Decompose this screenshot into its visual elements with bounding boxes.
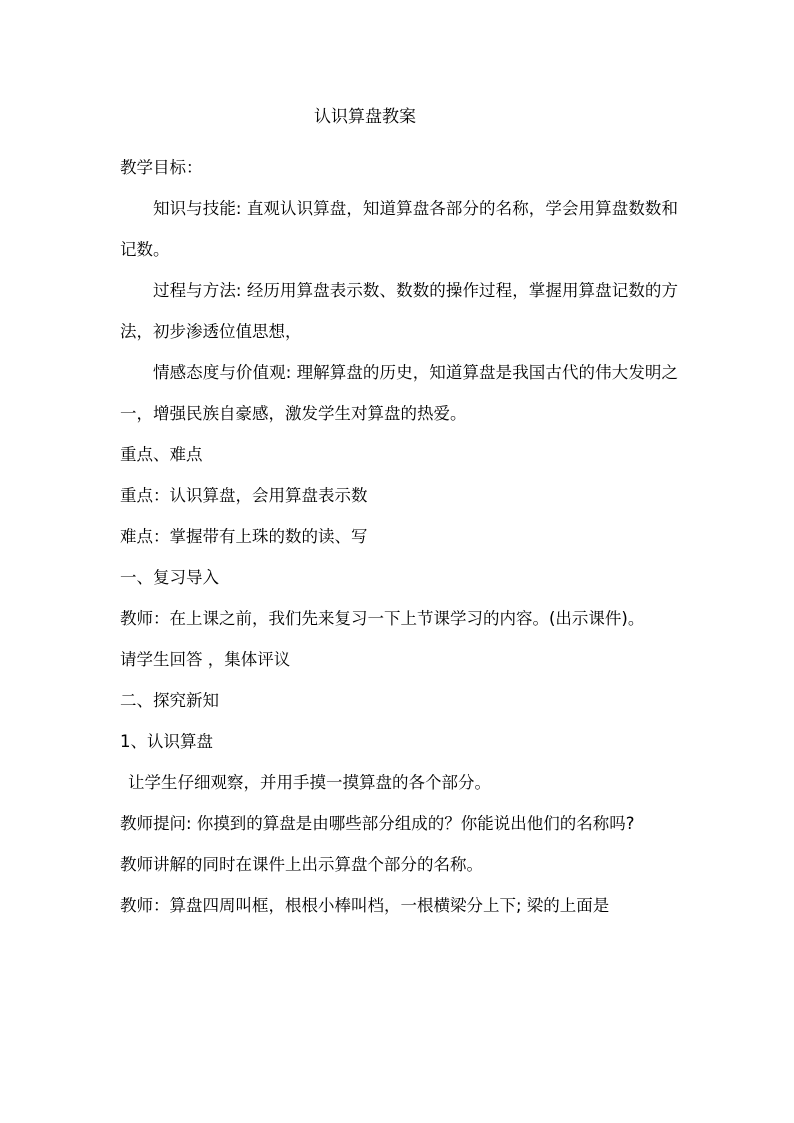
paragraph-emotion-values: 情感态度与价值观: 理解算盘的历史，知道算盘是我国古代的伟大发明之一，增强民族自豪感，激发学生对算盘的热爱。	[120, 363, 678, 423]
paragraph-key-point: 重点：认识算盘，会用算盘表示数	[120, 486, 368, 505]
paragraph-abacus-parts: 教师：算盘四周叫框，根根小棒叫档，一根横梁分上下; 梁的上面是	[120, 896, 610, 915]
section-review-intro: 一、复习导入	[120, 568, 219, 587]
paragraph-teaching-goals: 教学目标：	[120, 158, 203, 177]
paragraph-key-difficult-points: 重点、难点	[120, 445, 203, 464]
document-title: 认识算盘教案	[314, 107, 416, 127]
paragraph-difficult-point: 难点：掌握带有上珠的数的读、写	[120, 527, 368, 546]
paragraph-teacher-review: 教师：在上课之前，我们先来复习一下上节课学习的内容。(出示课件)。	[120, 609, 645, 628]
document-body	[120, 147, 678, 926]
section-explore-new: 二、探究新知	[120, 691, 219, 710]
subsection-know-abacus: 1、认识算盘	[120, 732, 213, 751]
paragraph-student-answer: 请学生回答 ，集体评议	[120, 650, 291, 669]
paragraph-teacher-explain: 教师讲解的同时在课件上出示算盘个部分的名称。	[120, 855, 483, 874]
paragraph-observe-abacus: 让学生仔细观察，并用手摸一摸算盘的各个部分。	[128, 773, 491, 792]
paragraph-process-methods: 过程与方法: 经历用算盘表示数、数数的操作过程，掌握用算盘记数的方法，初步渗透位值思想，	[120, 281, 678, 341]
paragraph-knowledge-skills: 知识与技能: 直观认识算盘，知道算盘各部分的名称，学会用算盘数数和记数。	[120, 199, 678, 259]
paragraph-teacher-question: 教师提问: 你摸到的算盘是由哪些部分组成的？你能说出他们的名称吗?	[120, 814, 635, 833]
